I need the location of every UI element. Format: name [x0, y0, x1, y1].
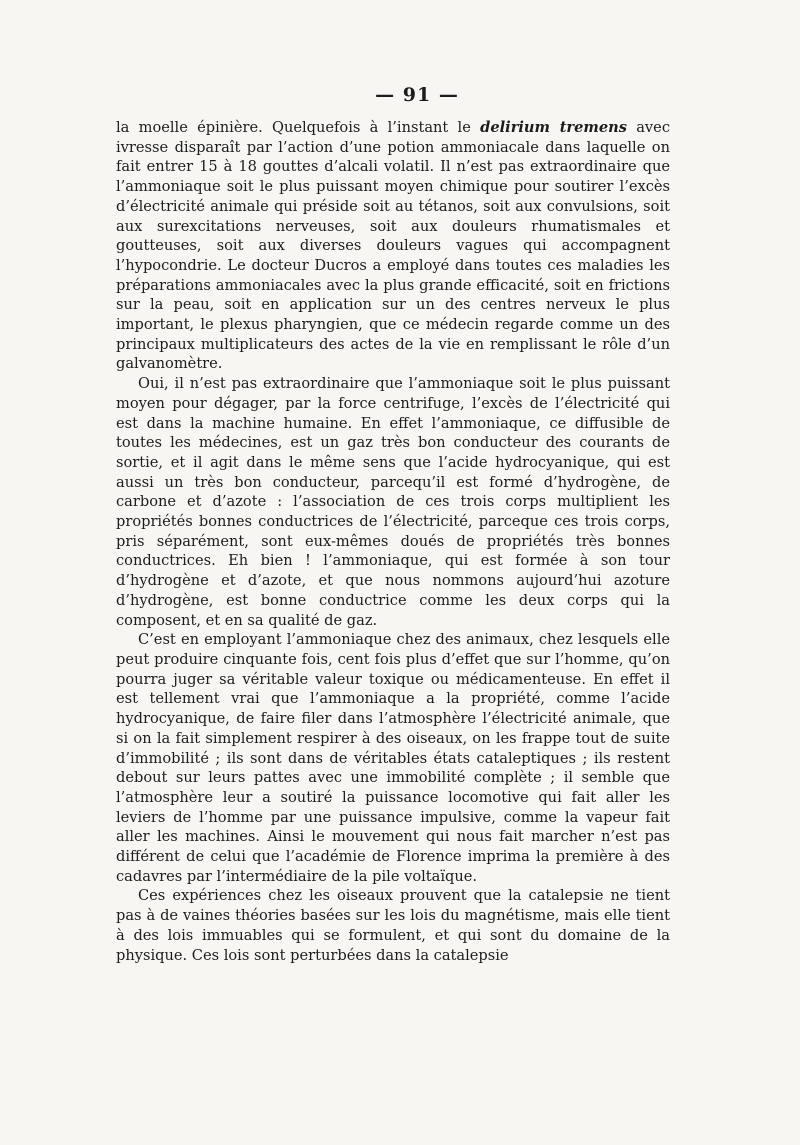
paragraph-2-text: Oui, il n’est pas extraordinaire que l’ammoniaque soit le plus puissant moyen pour dégager, par la force centrifuge, l’excès de l’électricité qui est dans la machine humaine. En effet l’ammoniaque, ce diffusible de toutes les médecines, est un gaz très bon conducteur des courants de sortie, et il agit dans le même sens que l’acide hydrocyanique, qui est aussi un très bon conducteur, parcequ’il est formé d’hydrogène, de carbone et d’azote : l’association de ces trois corps multiplient les propriétés bonnes conductrices de l’électricité, parceque ces trois corps, pris séparément, sont eux-mêmes doués de propriétés très bonnes conductrices. Eh bien ! l’ammoniaque, qui est formée à son tour d’hydrogène et d’azote, et que nous nommons aujourd’hui azoture d’hydrogène, est bonne conductrice comme les deux corps qui la composent, et en sa qualité de gaz.	[116, 375, 670, 629]
paragraph-1	[116, 118, 670, 374]
page-number: — 91 —	[375, 84, 459, 106]
paragraph-3-text: C’est en employant l’ammoniaque chez des animaux, chez lesquels elle peut produire cinquante fois, cent fois plus d’effet que sur l’homme, qu’on pourra juger sa véritable valeur toxique ou médicamenteuse. En effet il est tellement vrai que l’ammoniaque a la propriété, comme l’acide hydrocyanique, de faire filer dans l’atmosphère l’électricité animale, que si on la fait simplement respirer à des oiseaux, on les frappe tout de suite d’immobilité ; ils sont dans de véritables états cataleptiques ; ils restent debout sur leurs pattes avec une immobilité complète ; il semble que l’atmosphère leur a soutiré la puissance locomotive qui fait aller les leviers de l’homme par une puissance impulsive, comme la vapeur fait aller les machines. Ainsi le mouvement qui nous fait marcher n’est pas différent de celui que l’académie de Florence imprima la première à des cadavres par l’intermédiaire de la pile voltaïque.	[116, 631, 670, 885]
paragraph-3	[116, 630, 670, 886]
paragraph-1-text-cont: avec ivresse disparaît par l’action d’une potion ammoniacale dans laquelle on fait entrer 15 à 18 gouttes d’alcali volatil. Il n’est pas extraordinaire que l’ammoniaque soit le plus puissant moyen chimique pour soutirer l’excès d’électricité animale qui préside soit au tétanos, soit aux convulsions, soit aux surexcitations nerveuses, soit aux douleurs rhumatismales et goutteuses, soit aux diverses douleurs vagues qui accompagnent l’hypocondrie. Le docteur Ducros a employé dans toutes ces maladies les préparations ammoniacales avec la plus grande efficacité, soit en frictions sur la peau, soit en application sur un des centres nerveux le plus important, le plexus pharyngien, que ce médecin regarde comme un des principaux multiplicateurs des actes de la vie en remplissant le rôle d’un galvanomètre.	[116, 119, 670, 373]
paragraph-4	[116, 886, 670, 965]
paragraph-1-italic-term: delirium tremens	[480, 119, 627, 136]
paragraph-2	[116, 374, 670, 630]
paragraph-1-text: la moelle épinière. Quelquefois à l’instant le	[116, 119, 481, 136]
paragraph-4-text: Ces expériences chez les oiseaux prouvent que la catalepsie ne tient pas à de vaines théories basées sur les lois du magnétisme, mais elle tient à des lois immuables qui se formulent, et qui sont du domaine de la physique. Ces lois sont perturbées dans la catalepsie	[116, 887, 670, 964]
body-text	[116, 118, 670, 965]
